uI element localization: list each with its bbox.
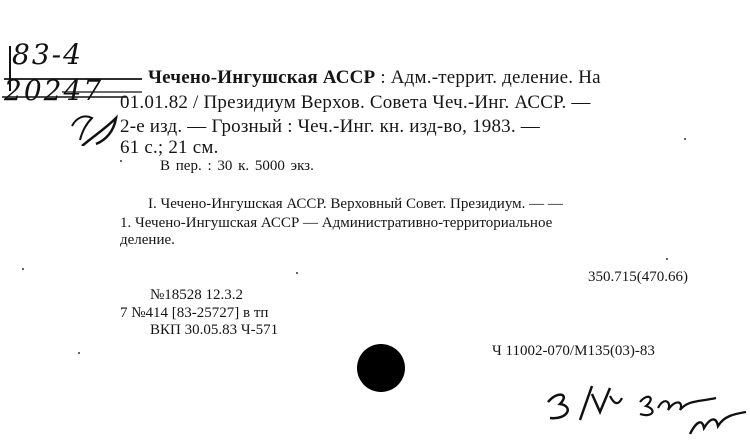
entry-title: : Адм.-террит. деление. На xyxy=(380,67,601,88)
speck xyxy=(684,138,686,140)
record-number: №18528 12.3.2 xyxy=(150,287,244,303)
call-number-bottom: 20247 xyxy=(4,74,104,107)
speck xyxy=(120,160,122,162)
handwritten-initials xyxy=(540,372,750,440)
entry-line-2: 01.01.82 / Президиум Верхов. Совета Чеч.-Инг. АССР. — xyxy=(120,92,591,113)
entry-line-3: 2-е изд. — Грозный : Чеч.-Инг. кн. изд-во, 1983. — xyxy=(120,116,540,137)
entry-author: Чечено-Ингушская АССР xyxy=(148,67,376,88)
subject-line-1: I. Чечено-Ингушская АССР. Верховный Совет. Президиум. — — xyxy=(148,196,563,212)
publication-code: Ч 11002-070/М135(03)-83 xyxy=(492,343,655,359)
subject-line-3: деление. xyxy=(120,232,175,248)
entry-line-1 xyxy=(148,67,601,89)
order-line: 7 №414 [83-25727] в тп xyxy=(120,305,269,321)
speck xyxy=(666,258,668,260)
bbk-code: 350.715(470.66) xyxy=(588,269,688,285)
speck xyxy=(78,352,80,354)
entry-line-4: 61 с.; 21 см. xyxy=(120,137,219,158)
speck xyxy=(22,268,24,270)
punch-hole xyxy=(357,344,405,392)
call-number-top: 83-4 xyxy=(12,38,83,71)
speck xyxy=(296,272,298,274)
subject-line-2: 1. Чечено-Ингушская АССР — Административно-территориальное xyxy=(120,215,553,231)
entry-price-line: В пер. : 30 к. 5000 экз. xyxy=(160,158,314,174)
vkp-line: ВКП 30.05.83 Ч-571 xyxy=(150,322,279,338)
